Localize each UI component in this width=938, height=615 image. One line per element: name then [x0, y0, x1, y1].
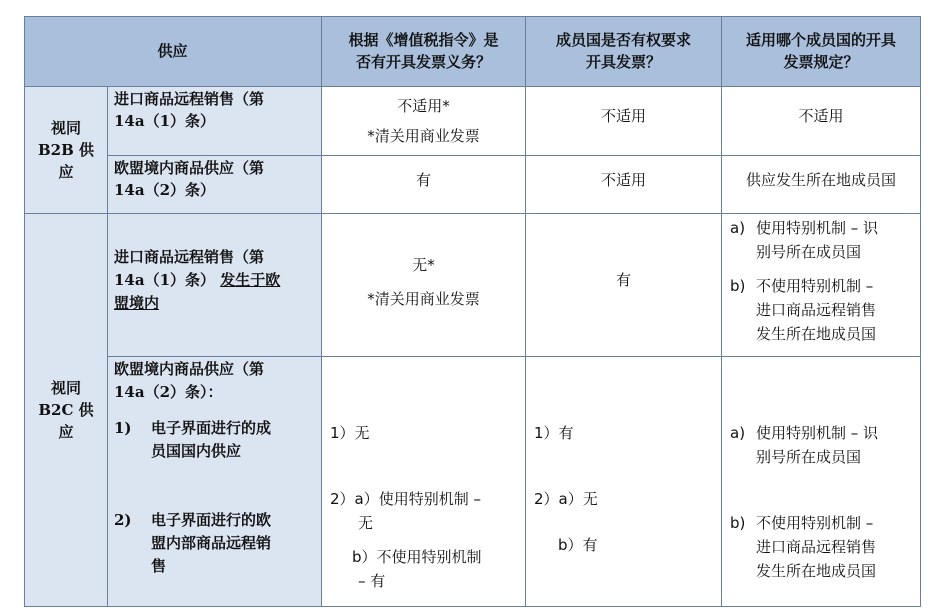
- row2-applicable-rules: 供应发生所在地成员国: [745, 171, 896, 189]
- row4-label: 欧盟境内商品供应（第 14a（2）条）：: [114, 360, 265, 401]
- grid-line: [24, 213, 921, 214]
- row1-applicable-rules: 不适用: [798, 107, 844, 125]
- header-supply: 供应: [157, 42, 188, 60]
- header-invoice-obligation: 根据《增值税指令》是 否有开具发票义务？: [348, 31, 499, 71]
- row4-item2-number: 2): [114, 511, 132, 529]
- row4-c1-point1: 1）无: [330, 424, 370, 442]
- row3-rule-b: 不使用特别机制 – 进口商品远程销售 发生所在地成员国: [756, 277, 877, 343]
- group-b2b-label: 视同 B2B 供 应: [37, 119, 95, 181]
- grid-line: [107, 86, 108, 607]
- row4-c1-point2b: b）不使用特别机制 – 有: [352, 548, 482, 590]
- row4-c2-point2a: 2）a）无: [534, 490, 598, 508]
- header-member-state-right: 成员国是否有权要求 开具发票？: [555, 31, 691, 71]
- row2-label: 欧盟境内商品供应（第 14a（2）条）: [114, 159, 265, 199]
- row4-rule-b: 不使用特别机制 – 进口商品远程销售 发生所在地成员国: [756, 514, 877, 580]
- grid-line: [107, 356, 921, 357]
- row4-item2: 电子界面进行的欧 盟内部商品远程销 售: [151, 511, 272, 575]
- row3-member-state-right: 有: [615, 271, 631, 289]
- grid-line: [24, 606, 921, 607]
- row4-rule-a-marker: a): [730, 424, 746, 442]
- row4-rule-a: 使用特别机制 – 识 别号所在成员国: [756, 424, 879, 466]
- group-b2c-label: 视同 B2C 供 应: [38, 379, 94, 441]
- row4-c2-point1: 1）有: [534, 424, 574, 442]
- row4-rule-b-marker: b): [730, 514, 746, 532]
- row3-rule-a: 使用特别机制 – 识 别号所在成员国: [756, 219, 879, 261]
- row1-member-state-right: 不适用: [600, 107, 646, 125]
- row1-label: 进口商品远程销售（第 14a（1）条）: [114, 90, 265, 130]
- row2-invoice-obligation: 有: [415, 171, 431, 189]
- row1-invoice-obligation: 不适用* *清关用商业发票: [367, 97, 480, 145]
- row3-invoice-obligation: 无* *清关用商业发票: [367, 256, 480, 308]
- row3-label: 进口商品远程销售（第 14a（1）条） 发生于欧 盟境内: [114, 248, 281, 312]
- row4-c1-point2a: 2）a）使用特别机制 – 无: [330, 490, 482, 532]
- header-applicable-rules: 适用哪个成员国的开具 发票规定？: [745, 31, 896, 71]
- row3-rule-b-marker: b): [730, 277, 746, 295]
- row3-rule-a-marker: a): [730, 219, 746, 237]
- row2-member-state-right: 不适用: [600, 171, 646, 189]
- grid-line: [920, 16, 921, 607]
- row4-item1-number: 1): [114, 419, 132, 437]
- row4-c2-point2b: b）有: [558, 536, 598, 554]
- row4-item1: 电子界面进行的成 员国国内供应: [151, 419, 272, 460]
